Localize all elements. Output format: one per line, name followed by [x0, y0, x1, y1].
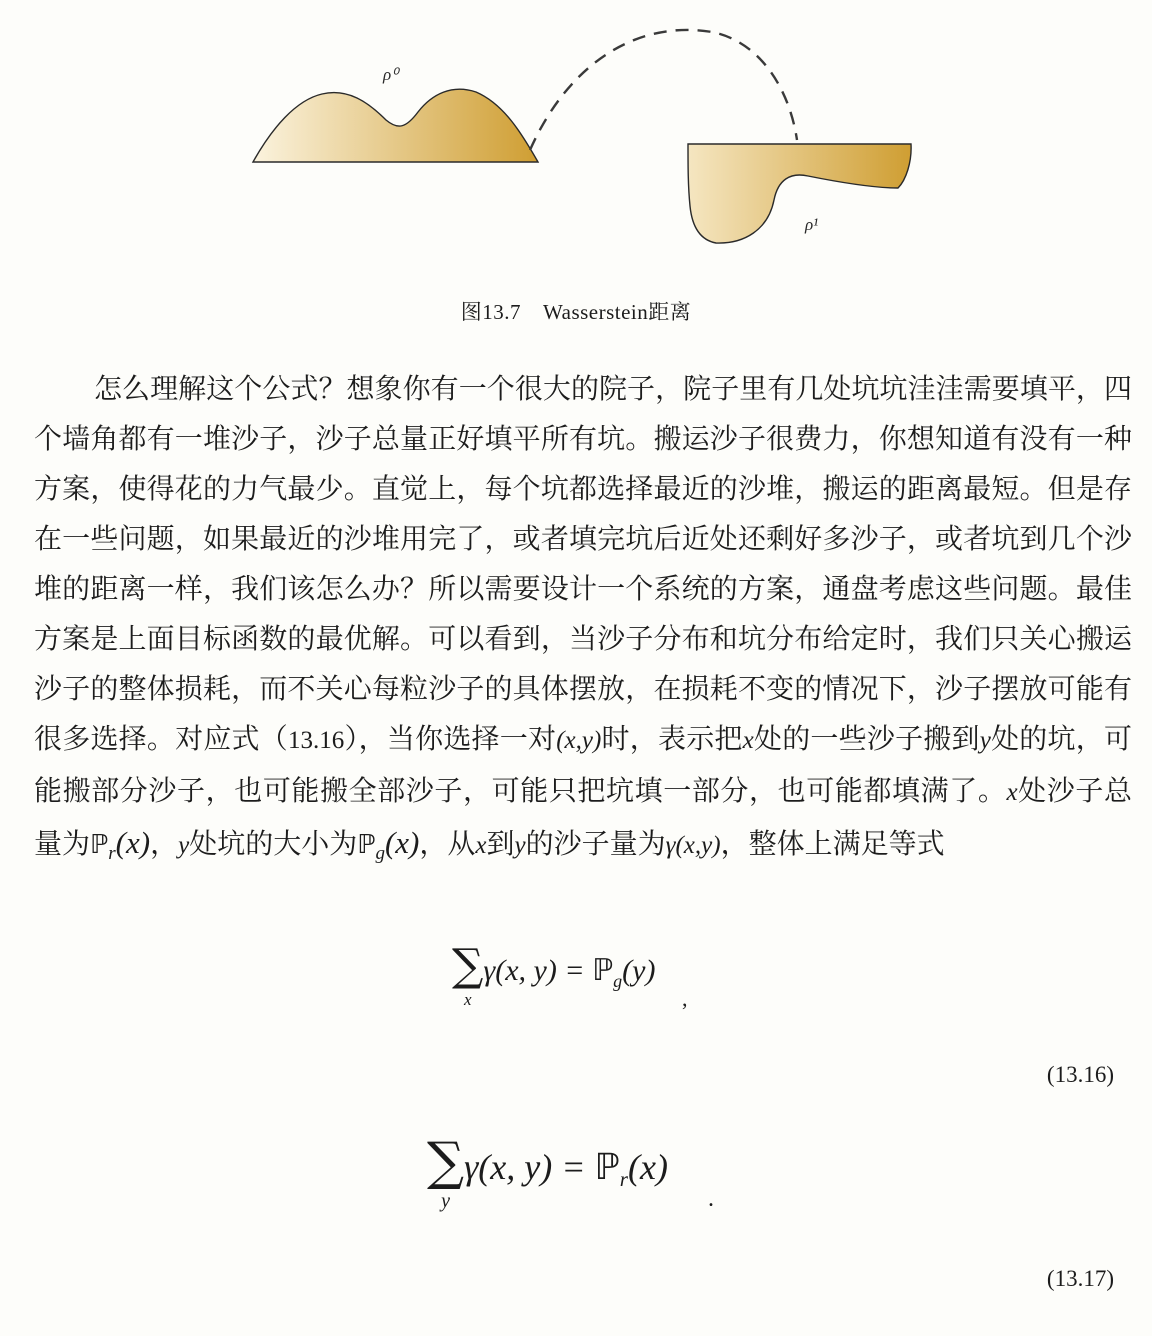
wasserstein-figure	[0, 0, 1152, 290]
text-run: 的沙子量为	[525, 827, 666, 860]
rho1-shape	[688, 144, 911, 243]
caption-number: 图13.7	[460, 300, 521, 324]
equation-ref: 13.16	[287, 727, 345, 754]
prob-arg-g: (x)	[384, 825, 420, 860]
text-run: 怎么理解这个公式？想象你有一个很大的院子，院子里有几处坑坑洼洼需要填平，四个墙角都有一堆沙子，沙子总量正好填平所有坑。搬运沙子很费力，你想知道有没有一种方案，使得花的力气最少。直觉上，每个坑都选择最近的沙堆，搬运的距离最短。但是存在一些问题，如果最近的沙堆用完了，或者填完坑后近处还剩好多沙子，或者坑到几个沙堆的距离一样，我们该怎么办？所以需要设计一个系统的方案，通盘考虑这些问题。最佳方案是上面目标函数的最优解。可以看到，当沙子分布和坑分布给定时，我们只关心搬运沙子的整体损耗，而不关心每粒沙子的具体摆放，在损耗不变的情况下，沙子摆放可能有很多选择。对应式（	[34, 372, 1132, 755]
math-gamma: γ(x,y)	[665, 832, 721, 859]
math-var-y: y	[178, 832, 190, 859]
equation-13-17	[427, 1132, 668, 1212]
text-run: 处的坑，可能搬部分沙子，也可能搬全部沙子，可能只把坑填一部分，也可能都填满了。	[34, 722, 1132, 807]
sum-symbol	[452, 940, 484, 1009]
math-pair: (x,y)	[556, 727, 602, 754]
equation-lhs: γ(x, y) =	[464, 1147, 595, 1187]
prob-subscript-g: g	[375, 843, 385, 864]
math-var-y: y	[979, 727, 991, 754]
math-var-x: x	[475, 832, 487, 859]
equation-trailing-comma: ,	[682, 986, 688, 1011]
caption-title: Wasserstein距离	[542, 300, 692, 324]
sum-symbol	[427, 1132, 465, 1212]
sum-index: y	[441, 1190, 450, 1212]
equation-lhs: γ(x, y) =	[483, 954, 593, 987]
math-var-x: x	[742, 727, 754, 754]
equation-prob-subscript: r	[619, 1167, 628, 1191]
equation-rhs: (y)	[622, 954, 656, 987]
transport-arc	[530, 30, 797, 150]
rho0-label: ρ⁰	[383, 65, 398, 84]
equation-trailing-period: .	[708, 1186, 714, 1212]
prob-arg-r: (x)	[115, 825, 151, 860]
text-run: ，整体上满足等式	[720, 827, 945, 860]
rho0-shape	[253, 89, 538, 162]
text-run: 处的一些沙子搬到	[753, 722, 980, 755]
rho1-label: ρ¹	[805, 215, 819, 234]
sum-index: x	[463, 990, 472, 1009]
text-run: ），当你选择一对	[344, 722, 557, 755]
equation-number: (13.16)	[1046, 1062, 1114, 1087]
prob-subscript-r: r	[108, 843, 116, 864]
equation-prob-symbol: ℙ	[592, 953, 614, 988]
body-paragraph	[34, 364, 1132, 879]
text-run: 处坑的大小为	[189, 827, 358, 860]
equation-rhs: (x)	[627, 1147, 668, 1187]
math-var-y: y	[514, 832, 526, 859]
equation-number: (13.17)	[1046, 1266, 1114, 1291]
prob-symbol-g: ℙ	[357, 830, 376, 860]
sum-sign: ∑	[427, 1132, 465, 1192]
text-run: 处沙子总量为	[34, 774, 1132, 860]
math-var-x: x	[1006, 779, 1018, 806]
equation-prob-symbol: ℙ	[594, 1147, 620, 1188]
prob-symbol-r: ℙ	[90, 830, 109, 860]
equation-prob-subscript: g	[613, 971, 623, 991]
text-run: ，从	[419, 827, 476, 860]
text-run: ，	[150, 827, 179, 860]
figure-caption	[0, 296, 1152, 326]
text-run: 时，表示把	[601, 722, 743, 755]
sum-sign: ∑	[452, 940, 484, 991]
equation-13-16	[452, 940, 656, 1009]
text-run: 到	[486, 827, 515, 860]
